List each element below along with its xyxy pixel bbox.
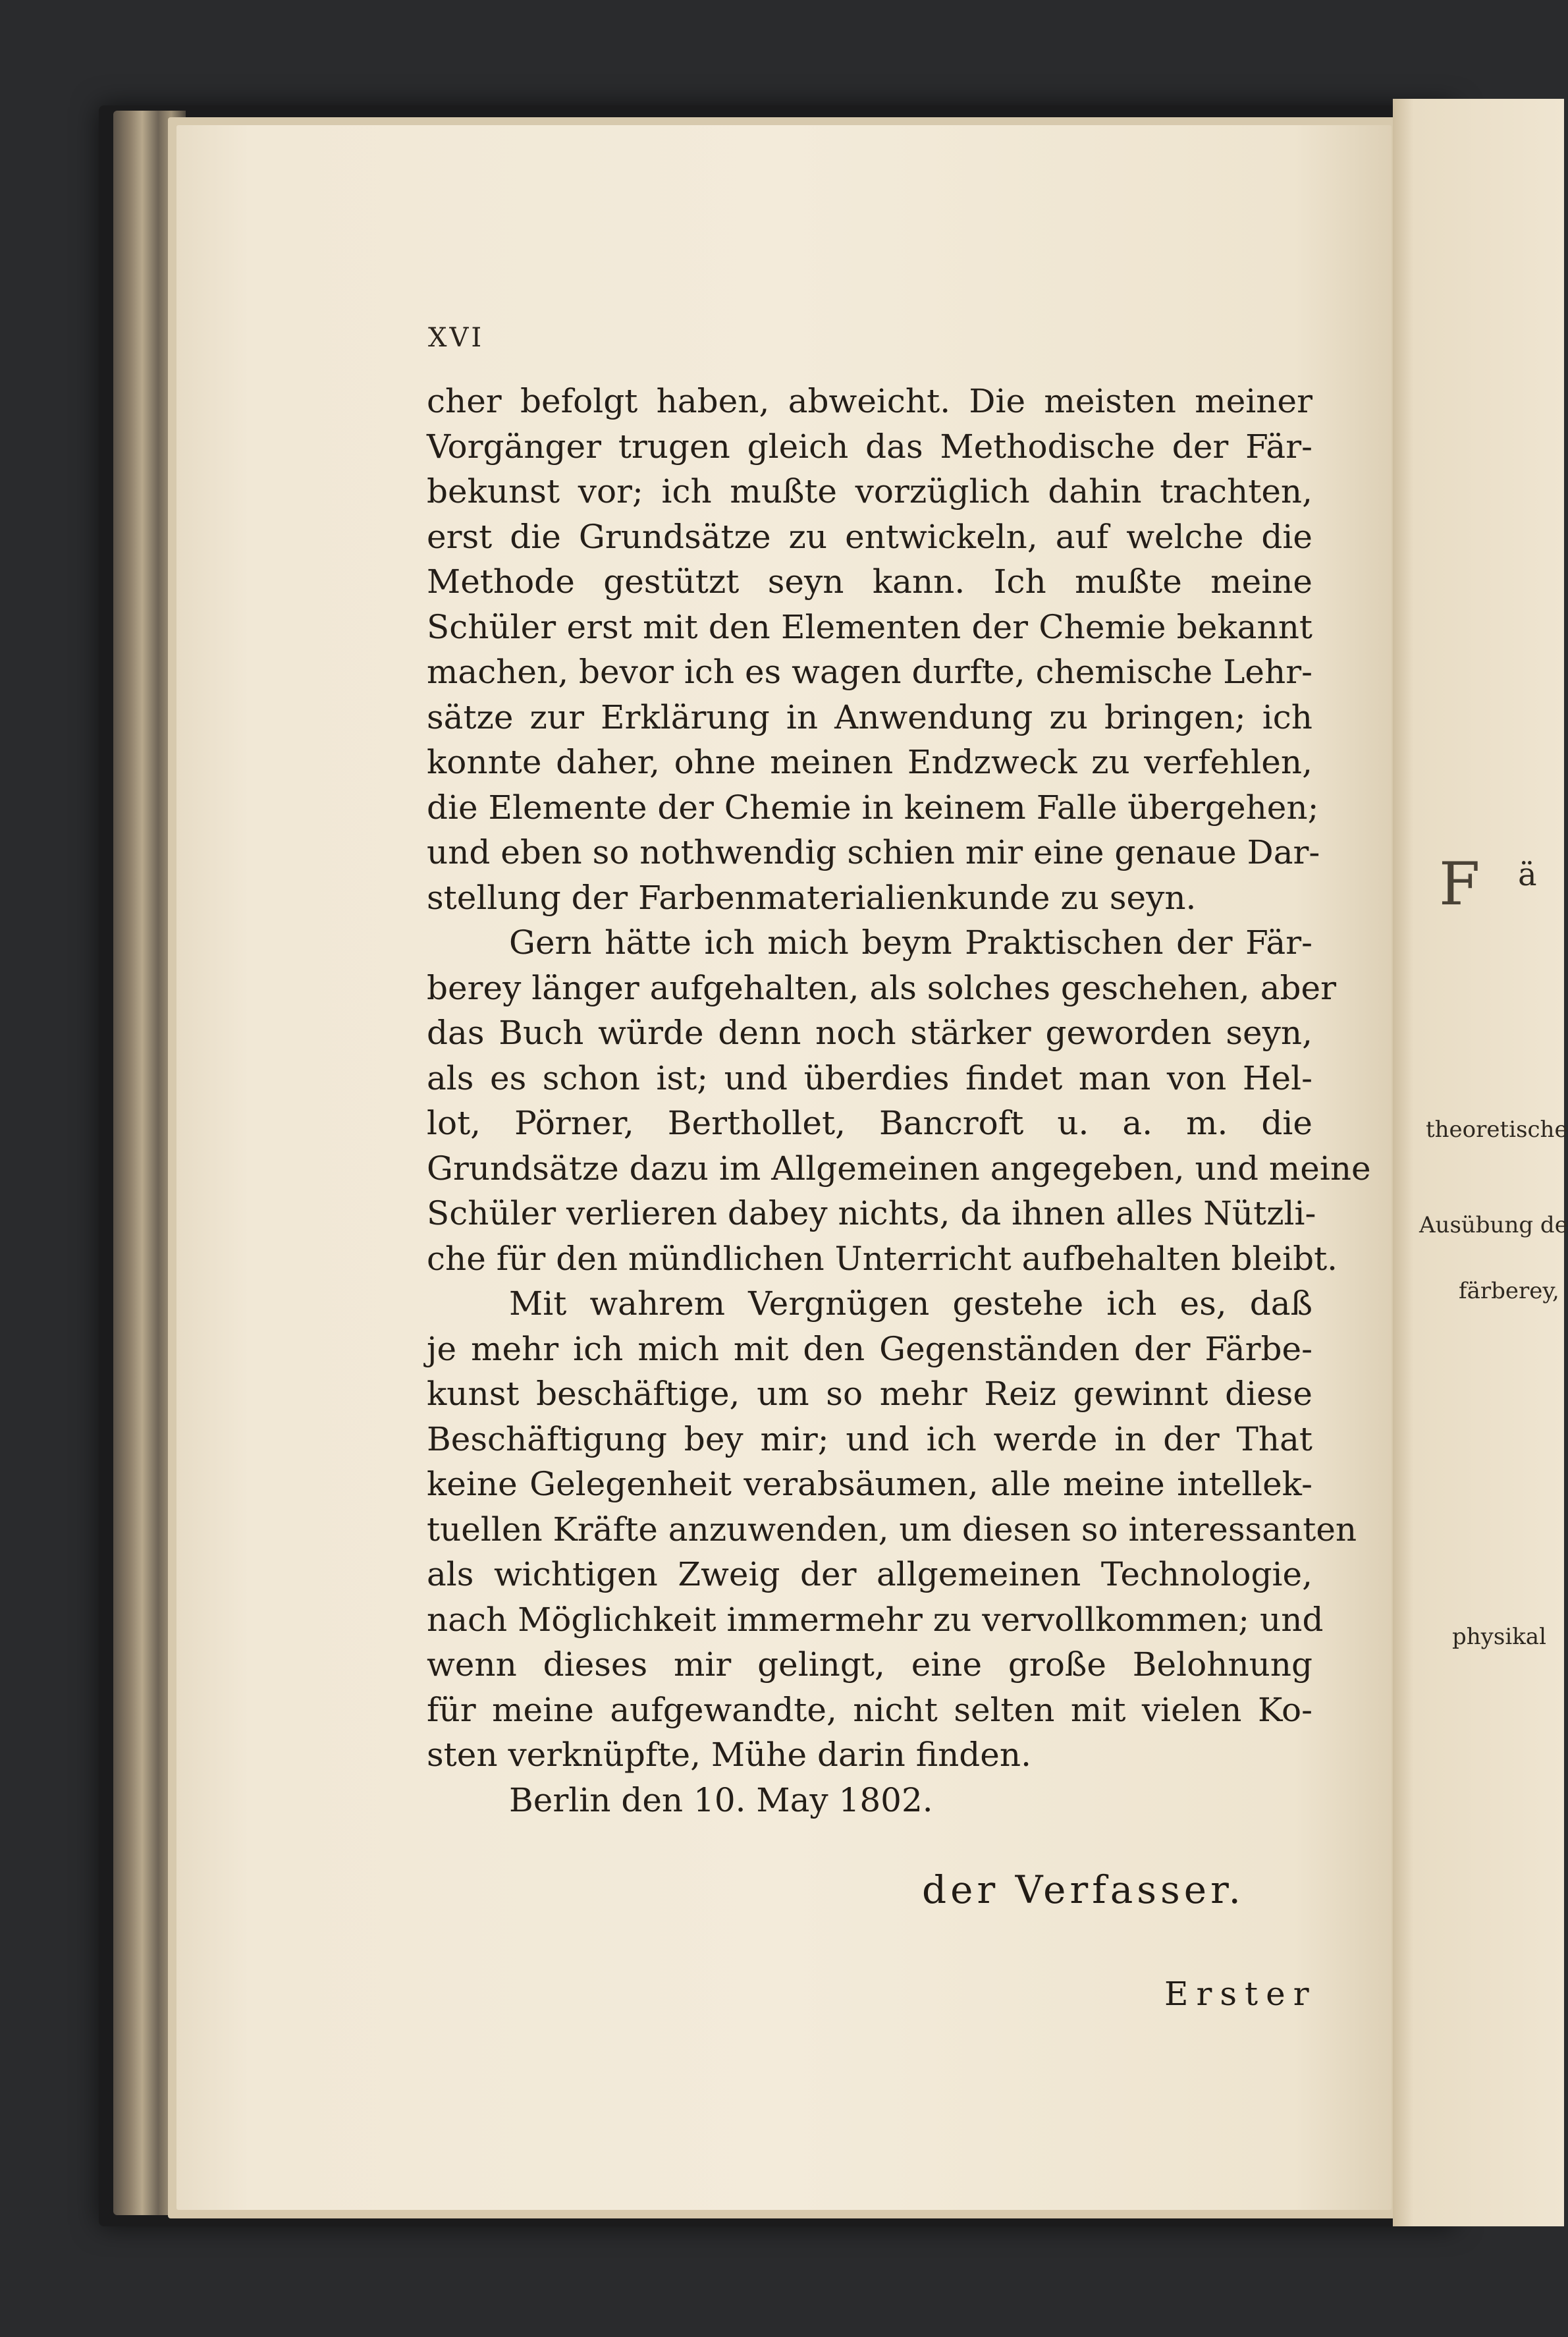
text-line: Schüler erst mit den Elementen der Chemie bekannt [427,607,1312,646]
text-line: cher befolgt haben, abweicht. Die meisten meiner [427,382,1312,420]
text-line: che für den mündlichen Unterricht aufbehalten bleibt. [427,1239,1338,1278]
text-line: und eben so nothwendig schien mir eine genaue Dar- [427,833,1320,871]
text-line: bekunst vor; ich mußte vorzüglich dahin trachten, [427,472,1312,510]
text-line: wenn dieses mir gelingt, eine große Belohnung [427,1645,1312,1684]
text-line: sten verknüpfte, Mühe darin finden. [427,1736,1031,1774]
text-line: Schüler verlieren dabey nichts, da ihnen alles Nützli- [427,1194,1316,1232]
text-line: tuellen Kräfte anzuwenden, um diesen so interessanten [427,1510,1357,1549]
facing-initial: F [1439,850,1480,919]
date-line: Berlin den 10. May 1802. [509,1780,933,1819]
facing-initial-2: ä [1518,856,1537,893]
text-line: kunst beschäftige, um so mehr Reiz gewinnt diese [427,1375,1312,1413]
text-line: die Elemente der Chemie in keinem Falle übergehen; [427,788,1319,827]
text-line: Beschäftigung bey mir; und ich werde in der That [427,1419,1312,1458]
text-line: Methode gestützt seyn kann. Ich mußte meine [427,563,1312,601]
page-body-text [427,379,1371,1823]
text-line: Grundsätze dazu im Allgemeinen angegeben, und meine [427,1149,1371,1188]
page-number: XVI [428,323,485,353]
author-signoff: der Verfasser. [922,1867,1245,1912]
text-line: je mehr ich mich mit den Gegenständen der Färbe- [427,1329,1312,1368]
facing-word-2: Ausübung de [1419,1212,1568,1238]
text-line: machen, bevor ich es wagen durfte, chemische Lehr- [427,653,1312,691]
text-line: konnte daher, ohne meinen Endzweck zu verfehlen, [427,743,1312,781]
text-line: Vorgänger trugen gleich das Methodische der Fär- [427,427,1312,466]
text-line: das Buch würde denn noch stärker geworden seyn, [427,1014,1312,1052]
facing-page [1393,99,1568,2226]
facing-word-4: physikal [1452,1624,1546,1650]
text-line: keine Gelegenheit verabsäumen, alle meine intellek- [427,1465,1312,1503]
text-line: als es schon ist; und überdies findet man von Hel- [427,1059,1312,1097]
text-line: nach Möglichkeit immermehr zu vervollkommen; und [427,1600,1324,1639]
text-line: stellung der Farbenmaterialienkunde zu seyn. [427,878,1197,917]
text-line: berey länger aufgehalten, als solches geschehen, aber [427,968,1337,1007]
text-line: für meine aufgewandte, nicht selten mit vielen Ko- [427,1690,1312,1729]
text-line: als wichtigen Zweig der allgemeinen Technologie, [427,1555,1312,1593]
text-line: Mit wahrem Vergnügen gestehe ich es, daß [509,1284,1312,1323]
text-line: Gern hätte ich mich beym Praktischen der Fär- [509,923,1312,962]
text-line: sätze zur Erklärung in Anwendung zu bringen; ich [427,698,1312,736]
facing-word-1: theoretische [1426,1116,1568,1143]
text-line: erst die Grundsätze zu entwickeln, auf welche die [427,517,1312,556]
text-line: lot, Pörner, Berthollet, Bancroft u. a. m. die [427,1104,1312,1142]
catchword: Erster [1164,1975,1317,2013]
facing-word-3: färberey, [1459,1278,1559,1304]
